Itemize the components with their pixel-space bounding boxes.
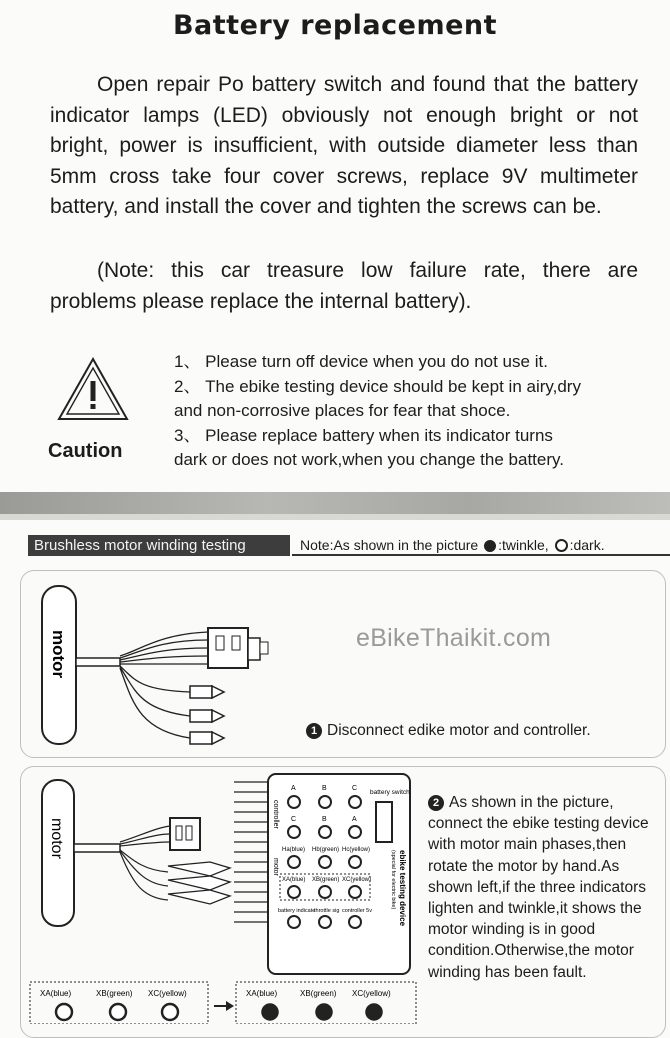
bottom-label-throttle: throttle sig [314,908,340,914]
controller-label: controller [272,800,279,829]
legend-right-label-a: XA(blue) [246,989,278,998]
battery-replacement-paragraph: Open repair Po battery switch and found that the battery indicator lamps (LED) obviously not enough bright or not bright, power is insufficient, with outside diameter less than 5mm cross take four cover screws, replace 9V multimeter battery, and install the cover and tighten the screws can be. [50,73,638,218]
step1-number: 1 [306,723,322,739]
motor-label-2: motor [48,818,65,859]
legend-left-label-a: XA(blue) [40,989,72,998]
row1-label-c: C [352,785,358,792]
twinkle-dot-icon [484,540,496,552]
dark-dot-icon [555,539,568,552]
section-header: Brushless motor winding testing [28,535,290,556]
step2-text [428,792,664,983]
caution-label: Caution [48,440,123,462]
row2-label-b: B [322,816,327,823]
legend-right-label-c: XC(yellow) [352,989,391,998]
battery-switch-label: battery switch [370,789,410,796]
connection-diagram [20,766,420,1024]
phase-label-b: XB(green) [312,877,340,883]
caution-list [174,350,634,473]
row2-label-c: C [291,816,297,823]
section-divider-lower [0,514,670,520]
motor-side-label: motor [272,858,279,876]
device-side-label: ebike testing device [398,850,407,927]
hall-label-a: Ha(blue) [282,847,306,853]
phase-label-a: XA(blue) [282,877,306,883]
warning-triangle-icon [56,356,130,422]
row1-label-a: A [291,785,296,792]
step2-number: 2 [428,795,444,811]
row2-label-a: A [352,816,357,823]
hall-label-c: Hc(yellow) [342,847,371,853]
caution-item: 3、 Please replace battery when its indicator turns [174,425,553,445]
bottom-label-controller: controller 5v [342,908,372,914]
phase-label-c: XC(yellow) [342,877,372,883]
section-divider [0,492,670,514]
twinkle-label: :twinkle, [498,537,549,553]
caution-item: and non-corrosive places for fear that shoce. [174,401,511,420]
caution-item: dark or does not work,when you change the battery. [174,450,564,469]
page-title: Battery replacement [172,10,498,41]
dark-label: :dark. [569,537,605,553]
watermark: eBikeThaikit.com [356,624,552,652]
note-paragraph: (Note: this car treasure low failure rate, there are problems please replace the internal battery). [50,259,638,313]
step1-label: Disconnect edike motor and controller. [327,722,591,739]
legend-left-label-c: XC(yellow) [148,989,187,998]
motor-label: motor [49,630,68,679]
caution-item: 1、 Please turn off device when you do not use it. [174,352,548,371]
caution-item: 2、 The ebike testing device should be kept in airy,dry [174,376,581,396]
note-prefix: Note:As shown in the picture [300,537,479,553]
legend-right-label-b: XB(green) [300,989,337,998]
step2-label: As shown in the picture, connect the ebike testing device with motor main phases,then rotate the motor by hand.As shown left,if the three indicators lighten and twinkle,it shows the motor winding is in good condition.Otherwise,the motor winding has been fault. [428,794,649,981]
device-side-small: (special for electric bike) [390,850,396,910]
bottom-label-battery: battery indicate [278,908,316,914]
row1-label-b: B [322,785,327,792]
hall-label-b: Hb(green) [312,847,340,853]
section-note [292,535,670,556]
legend-left-label-b: XB(green) [96,989,133,998]
step1-text [306,722,591,740]
